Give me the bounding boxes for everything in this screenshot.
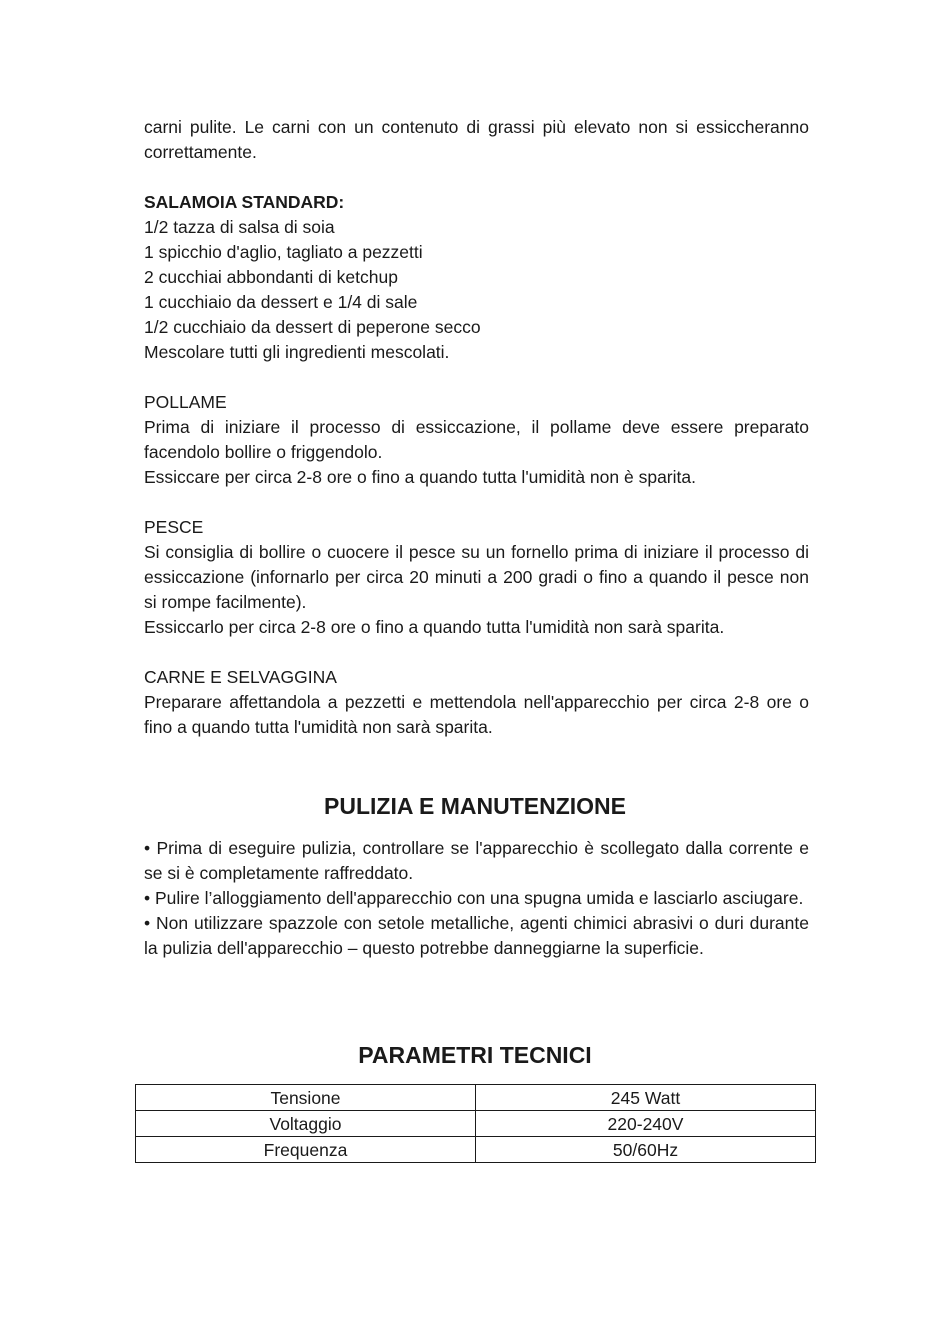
param-value: 220-240V [476,1111,816,1137]
salamoia-heading: SALAMOIA STANDARD: [144,192,345,212]
param-value: 50/60Hz [476,1137,816,1163]
parametri-heading: PARAMETRI TECNICI [358,1042,592,1068]
table-row [136,1137,816,1163]
salamoia-line: 2 cucchiai abbondanti di ketchup [144,267,398,287]
salamoia-line: 1 cucchiaio da dessert e 1/4 di sale [144,292,418,312]
table-row [136,1085,816,1111]
intro-paragraph: carni pulite. Le carni con un contenuto di grassi più elevato non si essiccheranno correttamente. [144,117,809,162]
pulizia-heading: PULIZIA E MANUTENZIONE [324,793,626,819]
pesce-heading: PESCE [144,517,204,537]
parametri-table [135,1084,816,1163]
recipe-section [144,115,809,740]
pulizia-item: • Prima di eseguire pulizia, controllare se l'apparecchio è scollegato dalla corrente e se si è completamente raffreddato. [144,838,809,883]
pesce-paragraph: Essiccarlo per circa 2-8 ore o fino a quando tutta l'umidità non sarà sparita. [144,617,725,637]
pulizia-item: • Non utilizzare spazzole con setole metalliche, agenti chimici abrasivi o duri durante la pulizia dell'apparecchio – questo potrebbe danneggiarne la superficie. [144,913,809,958]
param-label: Tensione [136,1085,476,1111]
carne-paragraph: Preparare affettandola a pezzetti e mettendola nell'apparecchio per circa 2-8 ore o fino a quando tutta l'umidità non sarà sparita. [144,692,809,737]
pulizia-section [144,836,809,961]
pollame-paragraph: Prima di iniziare il processo di essiccazione, il pollame deve essere preparato facendolo bollire o friggendolo. [144,417,809,462]
pesce-paragraph: Si consiglia di bollire o cuocere il pesce su un fornello prima di iniziare il processo di essiccazione (infornarlo per circa 20 minuti a 200 gradi o fino a quando il pesce non si rompe facilmente). [144,542,809,612]
pollame-heading: POLLAME [144,392,227,412]
pollame-paragraph: Essiccare per circa 2-8 ore o fino a quando tutta l'umidità non è sparita. [144,467,696,487]
salamoia-line: 1 spicchio d'aglio, tagliato a pezzetti [144,242,423,262]
carne-heading: CARNE E SELVAGGINA [144,667,337,687]
salamoia-line: Mescolare tutti gli ingredienti mescolati. [144,342,450,362]
pulizia-item: • Pulire l’alloggiamento dell'apparecchio con una spugna umida e lasciarlo asciugare. [144,888,804,908]
salamoia-line: 1/2 cucchiaio da dessert di peperone secco [144,317,481,337]
param-value: 245 Watt [476,1085,816,1111]
salamoia-line: 1/2 tazza di salsa di soia [144,217,335,237]
table-row [136,1111,816,1137]
param-label: Frequenza [136,1137,476,1163]
param-label: Voltaggio [136,1111,476,1137]
